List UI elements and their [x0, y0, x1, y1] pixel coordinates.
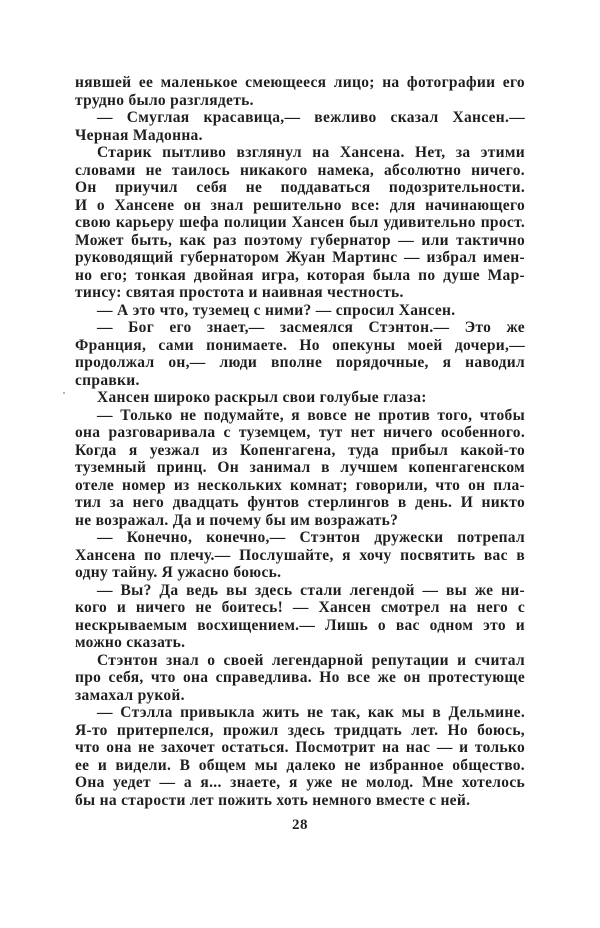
text-line: Он приучил себя не поддаваться подозрительности. [75, 179, 525, 196]
text-line: Франция, сами понимаете. Но опекуны моей дочери,— [75, 336, 525, 354]
text-line: словами не таилось никакого намека, абсолютно ничего. [75, 161, 525, 179]
text-line: ее и видели. В общем мы далеко не избранное общество. [75, 756, 525, 774]
text-line: но его; тонкая двойная игра, которая была по душе Мар- [75, 266, 525, 284]
text-line: Стэнтон знал о своей легендарной репутации и считал [97, 651, 525, 669]
paragraph [75, 302, 525, 320]
page-number: 28 [292, 817, 308, 833]
text-line: — А это что, туземец с ними? — спросил Хансен. [97, 301, 456, 319]
text-line: Я-то притерпелся, прожил здесь тридцать лет. Но боюсь, [75, 721, 525, 739]
text-line: Хансен широко раскрыл свои голубые глаза: [97, 389, 427, 406]
scan-artifact-dot [63, 392, 65, 394]
paragraph [75, 529, 525, 582]
text-line: туземный принц. Он занимал в лучшем копенгагенском [75, 459, 525, 476]
text-block [75, 74, 525, 809]
text-line: Хансена по плечу.— Послушайте, я хочу посвятить вас в [75, 546, 525, 564]
text-line: бы на старости лет пожить хоть немного вместе с ней. [75, 791, 471, 809]
text-line: можно сказать. [75, 634, 186, 651]
text-line: справки. [75, 371, 140, 389]
paragraph [75, 144, 525, 302]
text-line: кого и ничего не боитесь! — Хансен смотрел на него с [75, 599, 525, 616]
text-line: — Конечно, конечно,— Стэнтон дружески потрепал [97, 529, 525, 546]
paragraph [75, 319, 525, 389]
text-line: продолжал он,— люди вполне порядочные, я наводил [75, 354, 525, 371]
text-line: тил за него двадцать фунтов стерлингов в день. И никто [75, 494, 525, 511]
text-line: Когда я уезжал из Копенгагена, туда прибыл какой-то [75, 441, 525, 459]
text-line: — Вы? Да ведь вы здесь стали легендой — вы же ни- [97, 581, 525, 599]
text-line: отеле номер из нескольких комнат; говорили, что он пла- [75, 476, 525, 494]
text-line: про себя, что она справедлива. Но все же он протестующе [75, 669, 525, 686]
text-line: тинсу: святая простота и наивная честность. [75, 284, 404, 301]
text-line: — Смуглая красавица,— вежливо сказал Хансен.— [97, 109, 525, 126]
text-line: — Бог его знает,— засмеялся Стэнтон.— Это же [97, 319, 525, 336]
text-line: не возражал. Да и почему бы им возражать? [75, 511, 399, 529]
text-line: — Стэлла привыкла жить не так, как мы в Дельмине. [97, 704, 525, 721]
text-line: — Только не подумайте, я вовсе не против того, чтобы [97, 406, 525, 424]
text-line: замахал рукой. [75, 686, 185, 704]
text-line: трудно было разглядеть. [75, 91, 254, 109]
text-line: руководящий губернатором Жуан Мартинс — избрал имен- [75, 249, 525, 266]
text-line: Старик пытливо взглянул на Хансена. Нет, за этими [97, 144, 525, 161]
paragraph [75, 74, 525, 109]
paragraph [75, 407, 525, 530]
paragraph [75, 109, 525, 144]
paragraph [75, 582, 525, 652]
text-line: Черная Мадонна. [75, 126, 203, 144]
text-line: И о Хансене он знал решительно все: для начинающего [75, 196, 525, 214]
paragraph [75, 652, 525, 705]
text-line: нявшей ее маленькое смеющееся лицо; на фотографии его [75, 74, 525, 91]
text-line: Она уедет — а я... знаете, я уже не молод. Мне хотелось [75, 774, 525, 791]
text-line: она разговаривала с туземцем, тут нет ничего особенного. [75, 424, 525, 441]
paragraph [75, 389, 525, 407]
text-line: Может быть, как раз поэтому губернатор — или тактично [75, 231, 525, 249]
text-line: одну тайну. Я ужасно боюсь. [75, 564, 282, 581]
text-line: нескрываемым восхищением.— Лишь о вас одном это и [75, 616, 525, 634]
paragraph [75, 704, 525, 809]
text-line: что она не захочет остаться. Посмотрит на нас — и только [75, 739, 525, 756]
text-line: свою карьеру шефа полиции Хансен был удивительно прост. [75, 214, 525, 231]
